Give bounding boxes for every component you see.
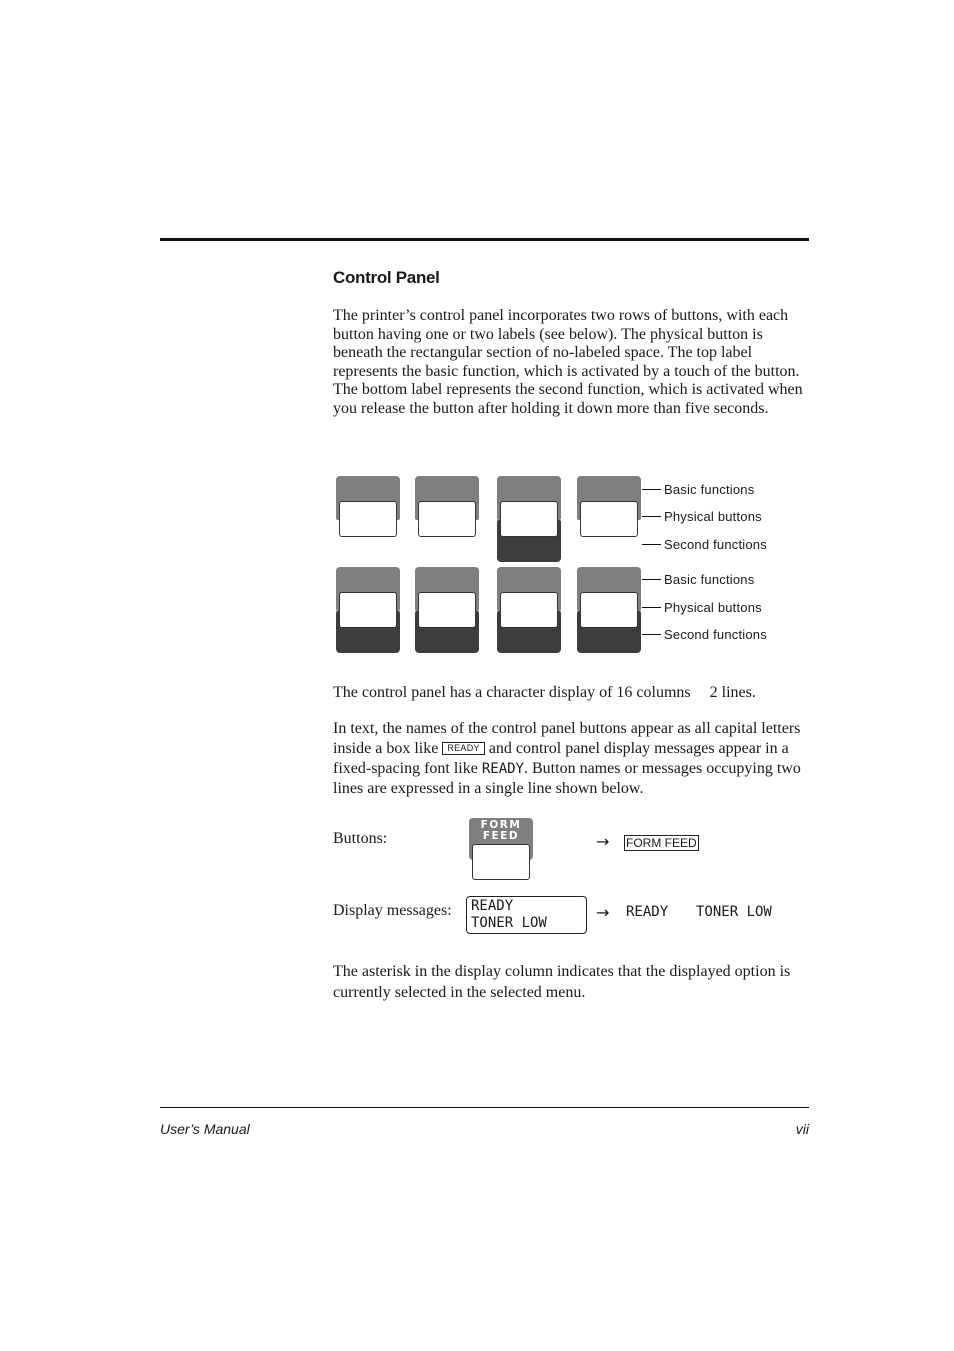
- form-feed-label: [469, 820, 533, 842]
- footer-manual-title: User’s Manual: [160, 1121, 250, 1137]
- intro-paragraph: The printer’s control panel incorporates two rows of buttons, with each button having one or two labels (see below). The physical button is beneath the rectangular section of no-labeled space. The top label represents the basic function, which is activated by a touch of the button. The bottom label represents the second function, which is activated when you release the button after holding it down more than five seconds.: [333, 307, 803, 417]
- conventions-paragraph: [333, 719, 809, 799]
- display-result-1: READY: [626, 904, 669, 920]
- physical-button: [339, 592, 397, 628]
- physical-button: [418, 501, 476, 537]
- physical-button: [580, 592, 638, 628]
- form-feed-line-1: FORM: [480, 819, 522, 831]
- callout-basic-functions-row1: Basic functions: [642, 482, 754, 497]
- conventions-text-2: and control panel display messages appear in a fixed-spacing font like: [333, 740, 789, 777]
- callout-second-functions-row1: Second functions: [642, 537, 767, 552]
- row2-button-3: [497, 567, 561, 653]
- callout-basic-functions-row2: Basic functions: [642, 572, 754, 587]
- top-rule: [160, 238, 809, 241]
- mono-example: READY: [481, 761, 524, 777]
- conventions-text-3: . Button names or messages occupying two lines are expressed in a single line shown below.: [333, 760, 801, 797]
- physical-button: [418, 592, 476, 628]
- callout-second-functions-row2: Second functions: [642, 627, 767, 642]
- lcd-line-1: READY: [471, 898, 514, 914]
- physical-button: [580, 501, 638, 537]
- arrow-right-icon: →: [596, 832, 610, 851]
- row2-button-1: [336, 567, 400, 653]
- callout-physical-buttons-row2: Physical buttons: [642, 600, 762, 615]
- section-heading: Control Panel: [333, 268, 440, 287]
- display-size-paragraph: [333, 684, 809, 703]
- lcd-display: [466, 896, 587, 934]
- row1-button-2: [415, 476, 479, 536]
- row1-button-4: [577, 476, 641, 536]
- arrow-right-icon: →: [596, 903, 610, 922]
- form-feed-button: [469, 818, 533, 880]
- display-size-text: The control panel has a character display of 16 columns: [333, 684, 691, 701]
- callout-physical-buttons-row1: Physical buttons: [642, 509, 762, 524]
- physical-button: [500, 592, 558, 628]
- physical-button: [500, 501, 558, 537]
- conventions-text-1: In text, the names of the control panel buttons appear as all capital letters inside a box like: [333, 720, 801, 757]
- physical-button: [339, 501, 397, 537]
- asterisk-note: The asterisk in the display column indicates that the displayed option is currently selected in the selected menu.: [333, 963, 791, 1001]
- form-feed-line-2: FEED: [482, 830, 520, 842]
- lcd-line-2: TONER LOW: [471, 915, 547, 931]
- footer-rule: [160, 1107, 809, 1108]
- display-example-label: Display messages:: [333, 902, 452, 919]
- row2-button-2: [415, 567, 479, 653]
- form-feed-boxed-result: FORM FEED: [626, 836, 697, 850]
- display-size-lines: 2 lines.: [709, 684, 756, 701]
- row1-button-3: [497, 476, 561, 562]
- button-box-example: READY: [442, 742, 485, 755]
- buttons-example-label: Buttons:: [333, 830, 388, 847]
- row1-button-1: [336, 476, 400, 536]
- physical-button: [472, 844, 530, 880]
- page-number: vii: [795, 1121, 809, 1137]
- row2-button-4: [577, 567, 641, 653]
- display-result-2: TONER LOW: [696, 904, 772, 920]
